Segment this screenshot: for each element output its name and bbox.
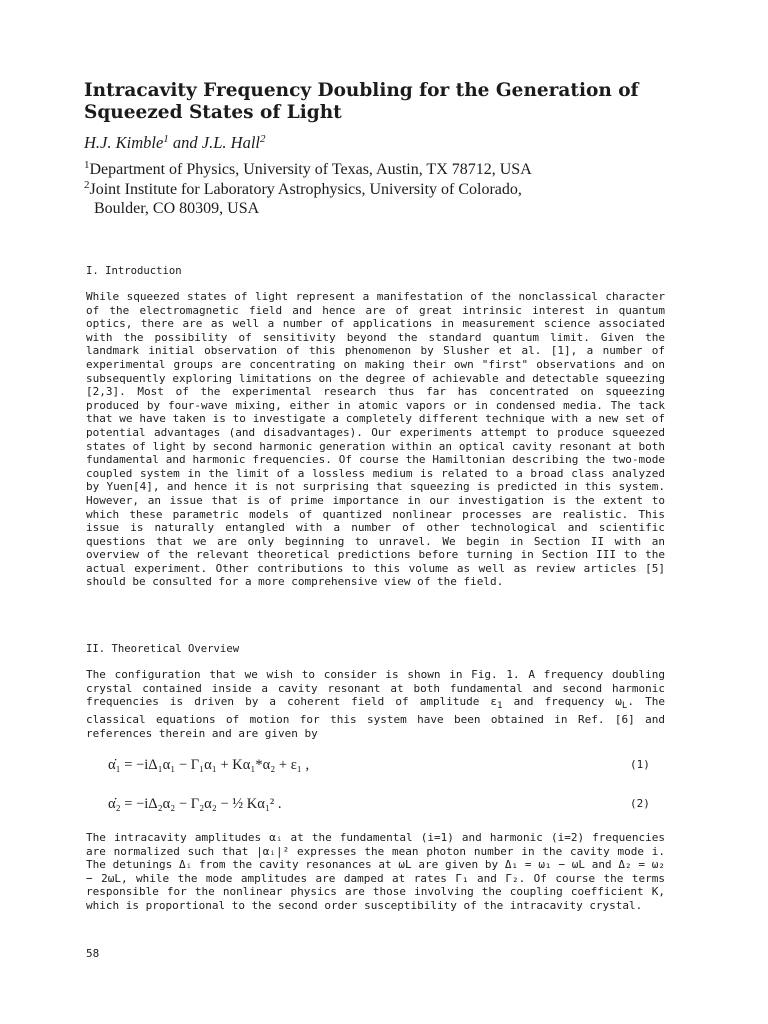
author-conjunction: and [168, 133, 202, 152]
section-heading-introduction: I. Introduction [86, 265, 182, 277]
introduction-paragraph: While squeezed states of light represent a manifestation of the nonclassical character of the electromagnetic field and hence are of great intrinsic interest in quantum optics, there are as well a number of applications in measurement science associated with the possibility of sensitivity beyond the standard quantum limit. Given the landmark initial observation of this phenomenon by Slusher et al. [1], a number of experimental groups are concentrating on making their own "first" observations and on subsequently exploring limitations on the degree of achievable and detectable squeezing [2,3]. Most of the experimental research thus far has concentrated on squeezing produced by four-wave mixing, either in atomic vapors or in condensed media. The tack that we have taken is to investigate a completely different technique with a new set of potential advantages (and disadvantages). Our experiments attempt to produce squeezed states of light by second harmonic generation within an optical cavity resonant at both fundamental and harmonic frequencies. Of course the Hamiltonian describing the two-mode coupled system in the limit of a lossless medium is related to a broad class analyzed by Yuen[4], and hence it is not surprising that squeezing is predicted in this system. However, an issue that is of prime importance in our investigation is the extent to which these parametric models of quantized nonlinear processes are realistic. This issue is naturally entangled with a number of other technological and scientific questions that we are only beginning to unravel. We begin in Section II with an overview of the relevant theoretical predictions before turning in Section III to the actual experiment. Other contributions to this volume as well as review articles [5] should be consulted for a more comprehensive view of the field. [86, 290, 665, 589]
equation-2-number: (2) [630, 797, 650, 810]
section-heading-theory: II. Theoretical Overview [86, 643, 240, 655]
theory-paragraph-2: The intracavity amplitudes αᵢ at the fundamental (i=1) and harmonic (i=2) frequencies are normalized such that |αᵢ|² expresses the mean photon number in the cavity mode i. The detunings Δᵢ from the cavity resonances at ωL are given by Δ₁ = ω₁ − ωL and Δ₂ = ω₂ − 2ωL, while the mode amplitudes are damped at rates Γ₁ and Γ₂. Of course the terms responsible for the nonlinear physics are those involving the coupling coefficient K, which is proportional to the second order susceptibility of the intracavity crystal. [86, 831, 665, 912]
affiliations [84, 160, 704, 219]
affiliation-marker: 2 [260, 133, 266, 145]
affiliation-2: $^2$Joint Institute for Laboratory Astrophysics, University of Colorado, [84, 178, 522, 198]
equation-1-number: (1) [630, 758, 650, 771]
equation-1: α̇₁ = −iΔ₁α₁ − Γ₁α₁ + Kα₁*α₂ + ε₁ , [108, 757, 310, 773]
author-name: H.J. Kimble [84, 133, 164, 152]
affiliation-1: $^1$Department of Physics, University of Texas, Austin, TX 78712, USA [84, 159, 532, 178]
author-line [84, 133, 266, 153]
author-name: J.L. Hall [201, 133, 260, 152]
affiliation-marker: 1 [163, 133, 169, 145]
paper-title: Intracavity Frequency Doubling for the Generation of Squeezed States of Light [84, 80, 639, 123]
affiliation-marker: 1 [84, 159, 90, 171]
page-number: 58 [86, 947, 100, 960]
affiliation-2-cont: Boulder, CO 80309, USA [94, 200, 260, 217]
affiliation-marker: 2 [84, 178, 90, 191]
theory-paragraph-1: The configuration that we wish to consider is shown in Fig. 1. A frequency doubling crystal contained inside a cavity resonant at both fundamental and second harmonic frequencies is driven by a coherent field of amplitude $\varepsilon_1$ and frequency $\omega_L$. The classical equations of motion for this system have been obtained in Ref. [6] and references therein and are given by [86, 668, 665, 740]
equation-2: α̇₂ = −iΔ₂α₂ − Γ₂α₂ − ½ Kα₁² . [108, 796, 282, 812]
